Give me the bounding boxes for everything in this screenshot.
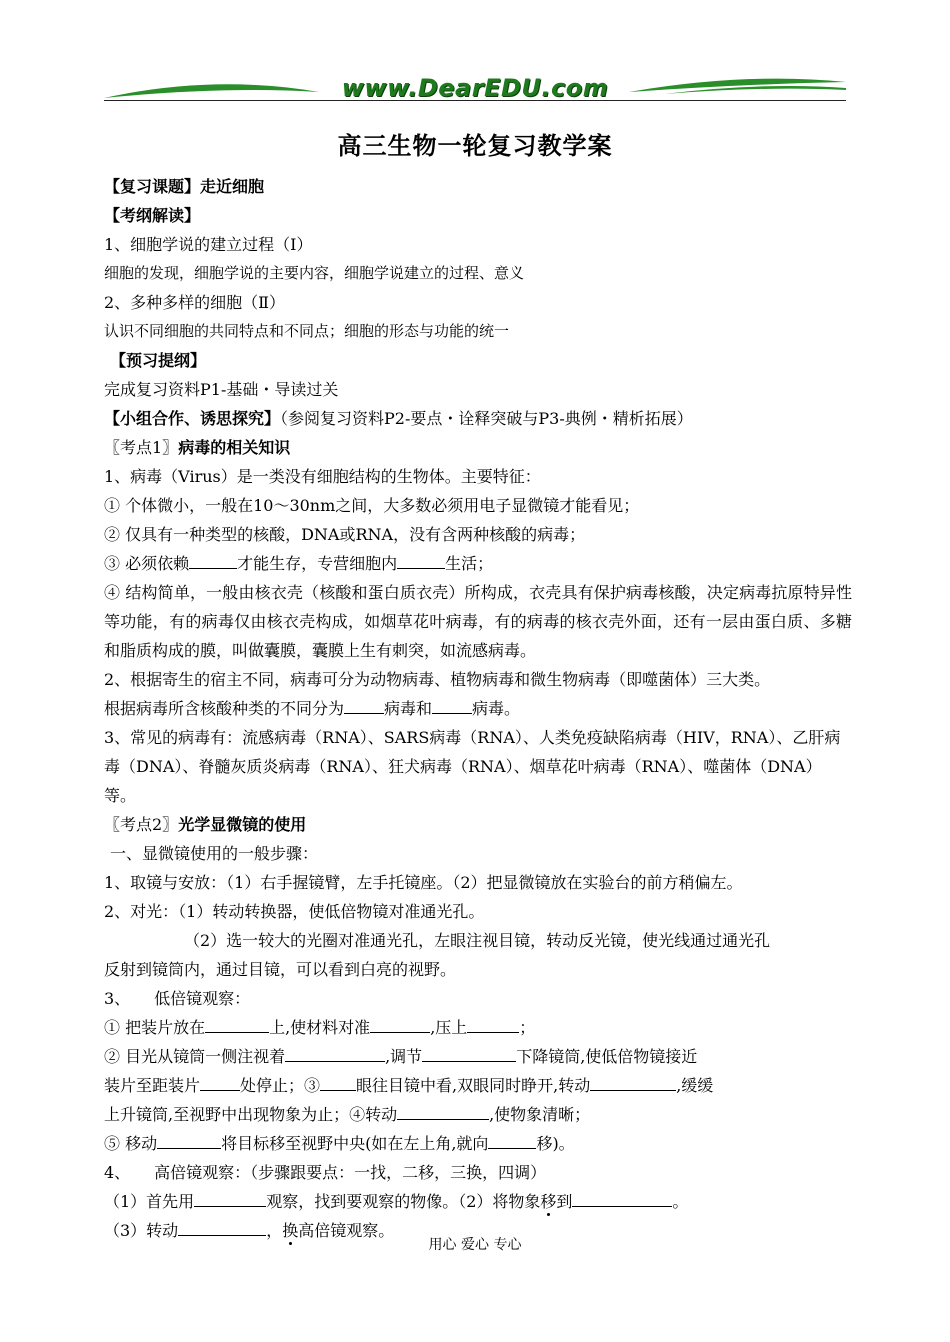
virus-feature-2: ② 仅具有一种类型的核酸，DNA或RNA，没有含两种核酸的病毒； (104, 525, 586, 544)
virus-feature-3 (104, 549, 852, 578)
text-fragment: 到要观察的物像。（2）将物象 (330, 1192, 541, 1211)
text-fragment: 移)。 (536, 1134, 575, 1153)
fill-blank[interactable] (370, 1015, 430, 1033)
text-fragment-emphasized: 换 (282, 1221, 299, 1240)
text-fragment: 上,使材料对准 (269, 1018, 371, 1037)
text-fragment: 上升镜筒,至视野中出现物象为止；④转动 (104, 1105, 398, 1124)
text-fragment: 高倍镜观察。 (298, 1221, 395, 1240)
high-power-step-1-2 (104, 1187, 852, 1216)
low-power-step-2 (104, 1042, 852, 1071)
text-fragment: 处停止；③ (240, 1076, 321, 1095)
microscope-step-2-detail-cont: 反射到镜筒内，通过目镜，可以看到白亮的视野。 (104, 960, 457, 979)
syllabus-item-2-detail: 认识不同细胞的共同特点和不同点；细胞的形态与功能的统一 (104, 322, 510, 340)
group-work-heading: 【小组合作、诱思探究】 (104, 409, 281, 428)
text-fragment: 病毒和 (384, 699, 433, 718)
syllabus-item-1: 1、细胞学说的建立过程（Ⅰ） (104, 235, 313, 254)
header-rule (104, 100, 846, 101)
text-fragment: 下降镜筒,使低倍物镜接近 (516, 1047, 698, 1066)
virus-intro: 1、病毒（Virus）是一类没有细胞结构的生物体。主要特征： (104, 467, 541, 486)
text-fragment: ,压上 (430, 1018, 468, 1037)
text-fragment: 病毒。 (472, 699, 521, 718)
text-fragment: ,缓缓 (676, 1076, 714, 1095)
point-1-label: 〖考点1〗 (104, 438, 179, 457)
low-power-step-1 (104, 1013, 852, 1042)
text-fragment: ， (266, 1221, 283, 1240)
low-power-step-5 (104, 1129, 852, 1158)
fill-blank[interactable] (590, 1073, 676, 1091)
text-fragment: ⑤ 移动 (104, 1134, 158, 1153)
fill-blank[interactable] (488, 1131, 536, 1149)
virus-feature-1: ① 个体微小，一般在10～30nm之间，大多数必须用电子显微镜才能看见； (104, 496, 640, 515)
text-fragment: ； (519, 1018, 536, 1037)
syllabus-item-2: 2、多种多样的细胞（Ⅱ） (104, 293, 286, 312)
point-2-heading (104, 810, 852, 839)
fill-blank[interactable] (200, 1073, 240, 1091)
page-header (104, 70, 846, 104)
page-footer: 用心 爱心 专心 (428, 1237, 522, 1253)
text-fragment: 眼往目镜中看,双眼同时睁开,转动 (356, 1076, 591, 1095)
fill-blank[interactable] (344, 696, 384, 714)
text-fragment: ② 目光从镜筒一侧注视着 (104, 1047, 286, 1066)
text-fragment: ① 把装片放在 (104, 1018, 206, 1037)
fill-blank[interactable] (205, 1015, 269, 1033)
common-viruses: 3、常见的病毒有：流感病毒（RNA）、SARS病毒（RNA）、人类免疫缺陷病毒（HIV，RNA）、乙肝病毒（DNA）、脊髓灰质炎病毒（RNA）、狂犬病毒（RNA）、烟草花叶病毒（RNA）、噬菌体（DNA）等。 (104, 728, 841, 805)
fill-blank[interactable] (467, 1015, 519, 1033)
fill-blank[interactable] (285, 1044, 385, 1062)
virus-classification: 2、根据寄生的宿主不同，病毒可分为动物病毒、植物病毒和微生物病毒（即噬菌体）三大类。 (104, 670, 771, 689)
point-1-title: 病毒的相关知识 (178, 438, 291, 457)
text-fragment: 装片至距装片 (104, 1076, 201, 1095)
point-2-title: 光学显微镜的使用 (178, 815, 307, 834)
fill-blank[interactable] (572, 1189, 672, 1207)
fill-blank[interactable] (397, 1102, 489, 1120)
text-fragment: 才能生存，专营细胞内 (237, 554, 398, 573)
virus-nucleic-acid-classes (104, 694, 852, 723)
microscope-step-2-detail: （2）选一较大的光圈对准通光孔，左眼注视目镜，转动反光镜，使光线通过通光孔 (184, 931, 771, 950)
text-fragment: （3）转动 (104, 1221, 179, 1240)
site-logo: www.DearEDU.com (341, 74, 609, 102)
text-fragment: （1）首先用 (104, 1192, 195, 1211)
virus-feature-4: ④ 结构简单，一般由核衣壳（核酸和蛋白质衣壳）所构成，衣壳具有保护病毒核酸，决定病毒抗原特异性等功能，有的病毒仅由核衣壳构成，如烟草花叶病毒，有的病毒的核衣壳外面，还有一层由蛋白质、多糖和脂质构成的膜，叫做囊膜，囊膜上生有刺突，如流感病毒。 (104, 583, 852, 660)
fill-blank[interactable] (194, 1189, 266, 1207)
text-fragment: ,使物象清晰； (489, 1105, 591, 1124)
fill-blank[interactable] (432, 696, 472, 714)
microscope-steps-heading: 一、显微镜使用的一般步骤： (110, 844, 319, 863)
microscope-step-1: 1、取镜与安放：（1）右手握镜臂，左手托镜座。（2）把显微镜放在实验台的前方稍偏左。 (104, 873, 743, 892)
section-topic: 【复习课题】走近细胞 (104, 177, 265, 196)
section-syllabus: 【考纲解读】 (104, 206, 201, 225)
group-work-reference: （参阅复习资料P2-要点・诠释突破与P3-典例・精析拓展） (280, 409, 693, 428)
microscope-step-4: 4、 高倍镜观察：（步骤跟要点：一找，二移，三换，四调） (104, 1163, 547, 1182)
syllabus-item-1-detail: 细胞的发现，细胞学说的主要内容，细胞学说建立的过程、意义 (104, 264, 525, 282)
text-fragment: ③ 必须依赖 (104, 554, 190, 573)
preview-text: 完成复习资料P1-基础・导读过关 (104, 380, 339, 399)
document-body (104, 172, 852, 1245)
text-fragment: 观察，找 (266, 1192, 331, 1211)
text-fragment: ,调节 (385, 1047, 423, 1066)
point-2-label: 〖考点2〗 (104, 815, 179, 834)
fill-blank[interactable] (422, 1044, 516, 1062)
low-power-step-3 (104, 1071, 852, 1100)
text-fragment: 到 (556, 1192, 573, 1211)
fill-blank[interactable] (397, 551, 445, 569)
section-group-work (104, 404, 852, 433)
text-fragment: 将目标移至视野中央(如在左上角,就向 (221, 1134, 489, 1153)
low-power-step-4 (104, 1100, 852, 1129)
text-fragment-emphasized: 移 (540, 1192, 557, 1211)
section-preview: 【预习提纲】 (110, 351, 207, 370)
microscope-step-2: 2、对光：（1）转动转换器，使低倍物镜对准通光孔。 (104, 902, 485, 921)
text-fragment: 根据病毒所含核酸种类的不同分为 (104, 699, 345, 718)
microscope-step-3: 3、 低倍镜观察： (104, 989, 251, 1008)
point-1-heading (104, 433, 852, 462)
text-fragment: 。 (672, 1192, 689, 1211)
text-fragment: 生活； (445, 554, 494, 573)
fill-blank[interactable] (157, 1131, 221, 1149)
fill-blank[interactable] (320, 1073, 356, 1091)
page-title: 高三生物一轮复习教学案 (337, 131, 613, 160)
fill-blank[interactable] (189, 551, 237, 569)
